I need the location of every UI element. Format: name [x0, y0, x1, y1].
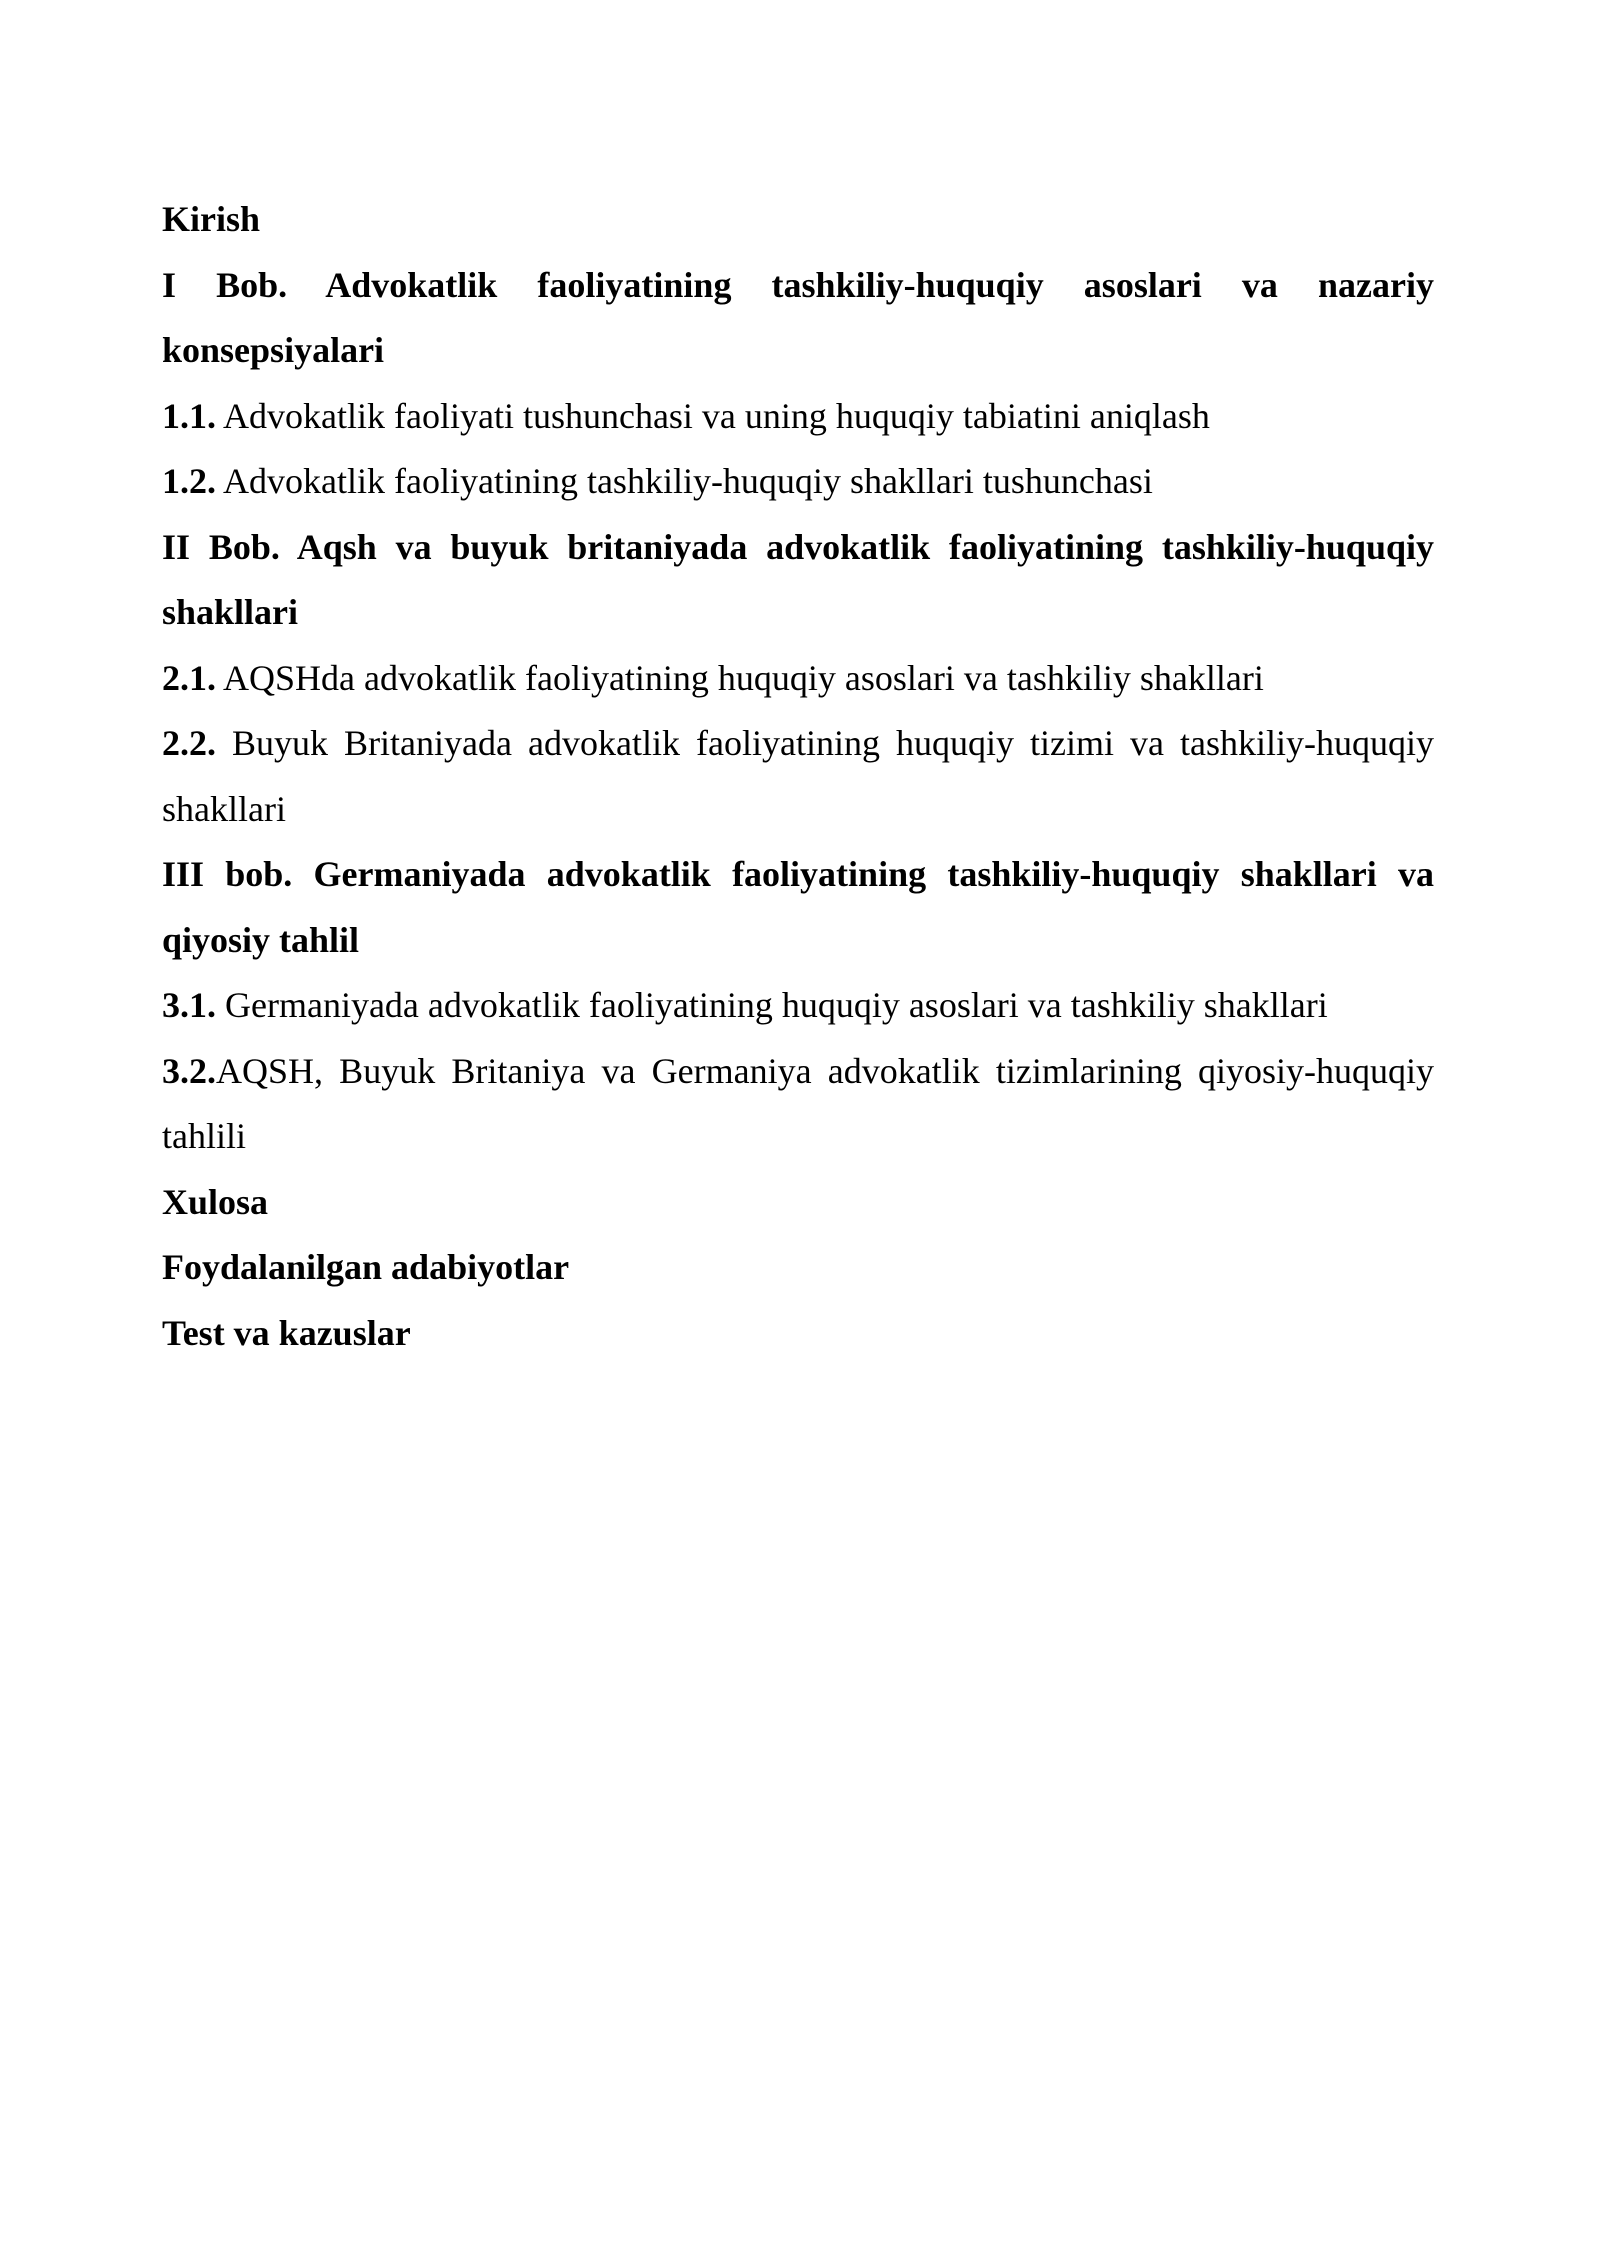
toc-tests: Test va kazuslar — [162, 1312, 411, 1353]
section-number: 2.2. — [162, 723, 216, 763]
toc-section-2-1 — [162, 646, 1434, 712]
section-title: AQSH, Buyuk Britaniya va Germaniya advokatlik tizimlarining qiyosiy-huquqiy tahlili — [162, 1050, 1434, 1156]
section-number: 3.1. — [162, 985, 216, 1025]
toc-section-1-2 — [162, 449, 1434, 515]
section-number: 2.1. — [162, 657, 216, 698]
section-title: Buyuk Britaniyada advokatlik faoliyatining huquqiy tizimi va tashkiliy-huquqiy shakllari — [162, 723, 1434, 829]
toc-section-3-1 — [162, 973, 1434, 1039]
toc-section-2-2 — [162, 711, 1434, 842]
toc-chapter-1: I Bob. Advokatlik faoliyatining tashkiliy-huquqiy asoslari va nazariy konsepsiyalari — [162, 264, 1434, 370]
section-title: Advokatlik faoliyatining tashkiliy-huquqiy shakllari tushunchasi — [216, 461, 1153, 501]
section-number: 3.2. — [162, 1050, 216, 1091]
toc-intro: Kirish — [162, 199, 261, 239]
section-number: 1.2. — [162, 461, 216, 501]
table-of-contents — [162, 187, 1434, 1366]
toc-chapter-3: III bob. Germaniyada advokatlik faoliyatining tashkiliy-huquqiy shakllari va qiyosiy tahlil — [162, 854, 1434, 960]
toc-chapter-2: II Bob. Aqsh va buyuk britaniyada advokatlik faoliyatining tashkiliy-huquqiy shakllari — [162, 526, 1434, 632]
section-title: AQSHda advokatlik faoliyatining huquqiy asoslari va tashkiliy shakllari — [216, 657, 1264, 698]
toc-conclusion: Xulosa — [162, 1181, 269, 1222]
section-number: 1.1. — [162, 395, 216, 436]
toc-references: Foydalanilgan adabiyotlar — [162, 1247, 570, 1287]
section-title: Advokatlik faoliyati tushunchasi va uning huquqiy tabiatini aniqlash — [216, 395, 1210, 436]
toc-section-1-1 — [162, 384, 1434, 450]
section-title: Germaniyada advokatlik faoliyatining huquqiy asoslari va tashkiliy shakllari — [216, 985, 1328, 1025]
toc-section-3-2 — [162, 1039, 1434, 1170]
